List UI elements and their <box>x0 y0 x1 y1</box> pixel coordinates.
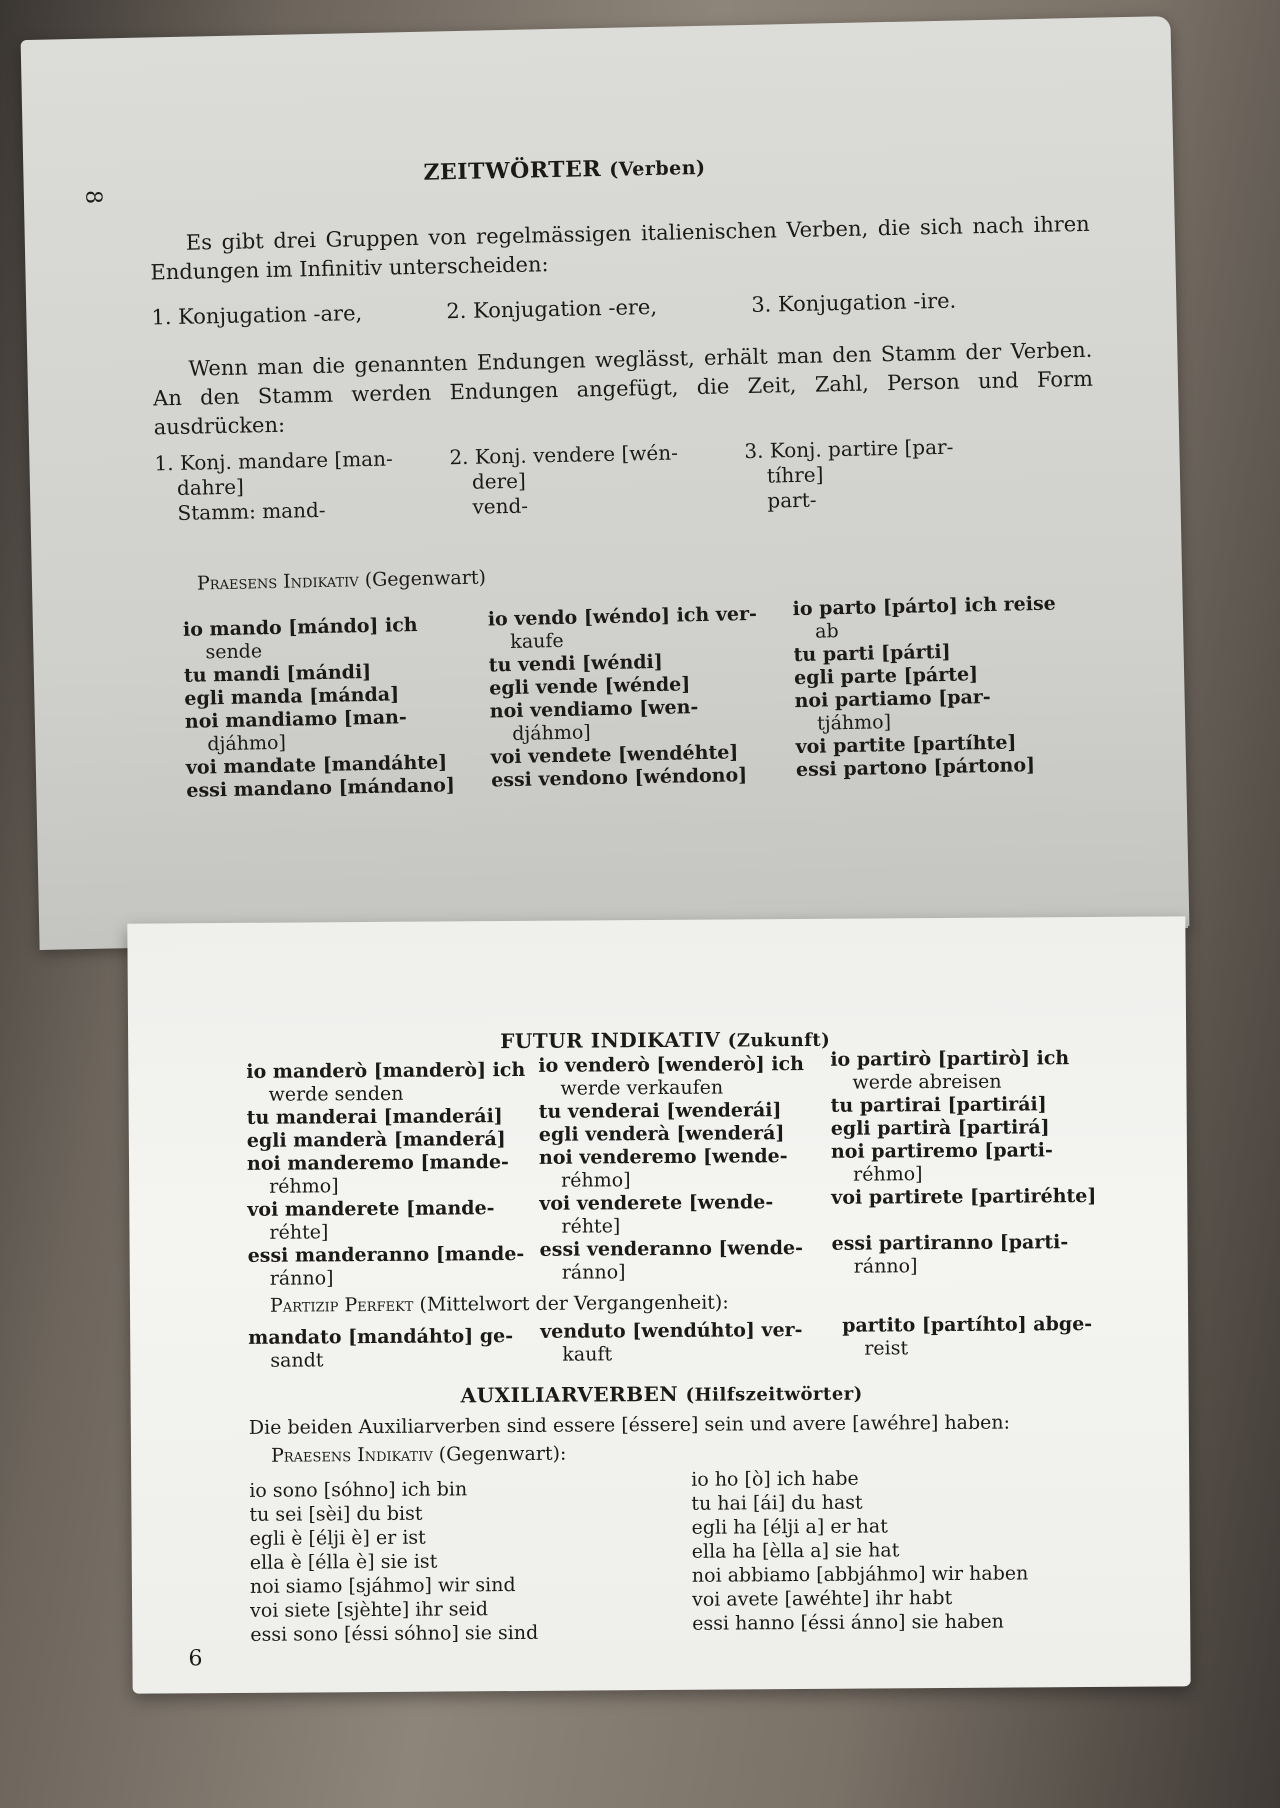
conjugation-2: 2. Konjugation -ere, <box>446 294 658 324</box>
praesens-vendere: io vendo [wéndo] ich ver- kaufe tu vendi [wéndi] egli vende [wénde] noi vendiamo [wen- djáhmo] voi vendete [wendéhte] essi vendono [wéndono] <box>487 602 758 792</box>
avere-conjugation: io ho [ò] ich habe tu hai [ái] du hast egli ha [élji a] er hat ella ha [èlla a] sie hat noi abbiamo [abbjáhmo] wir haben voi avete [awéhte] ihr habt essi hanno [éssi ánno] sie haben <box>691 1467 1029 1635</box>
partizip-partire: partito [partíhto] abge- reist <box>842 1312 1093 1360</box>
futur-vendere: io venderò [wenderò] ich werde verkaufen tu venderai [wenderái] egli venderà [wenderá] noi venderemo [wende- réhmo] voi venderete [wende- réhte] essi venderanno [wende- ránno] <box>538 1052 805 1284</box>
example-2: 2. Konj. vendere [wén- dere] vend- <box>449 440 679 519</box>
page-9 <box>127 916 1190 1693</box>
essere-conjugation: io sono [sóhno] ich bin tu sei [sèi] du bist egli è [élji è] er ist ella è [élla è] sie ist noi siamo [sjáhmo] wir sind voi siete [sjèhte] ihr seid essi sono [éssi sóhno] sie sind <box>249 1478 539 1646</box>
example-1: 1. Konj. mandare [man- dahre] Stamm: mand- <box>154 446 393 525</box>
aux-praesens-heading: Praesens Indikativ (Gegenwart): <box>270 1442 567 1467</box>
page-8 <box>21 16 1190 950</box>
page-number: 8 <box>80 189 106 205</box>
page-number: 9 <box>188 1643 203 1669</box>
praesens-partire: io parto [párto] ich reise ab tu parti [párti] egli parte [párte] noi partiamo [par- tjáhmo] voi partite [partíhte] essi partono [pártono] <box>792 592 1057 782</box>
conjugation-1: 1. Konjugation -are, <box>151 301 363 330</box>
partizip-vendere: venduto [wendúhto] ver- kauft <box>540 1318 803 1366</box>
example-3: 3. Konj. partire [par- tíhre] part- <box>744 434 954 513</box>
partizip-heading: Partizip Perfekt (Mittelwort der Vergangenheit): <box>269 1291 729 1317</box>
praesens-mandare: io mando [mándo] ich sende tu mandi [mándi] egli manda [mánda] noi mandiamo [man- djáhmo] voi mandate [mandáhte] essi mandano [mándano] <box>182 613 456 802</box>
section-title: ZEITWÖRTER (Verben) <box>423 156 706 186</box>
futur-heading: FUTUR INDIKATIV (Zukunft) <box>500 1027 831 1054</box>
aux-heading: AUXILIARVERBEN (Hilfszeitwörter) <box>460 1381 863 1408</box>
intro-paragraph: Es gibt drei Gruppen von regelmässigen italienischen Verben, die sich nach ihren Endungen im Infinitiv unterscheiden: <box>150 211 1090 285</box>
conjugation-3: 3. Konjugation -ire. <box>751 288 957 317</box>
partizip-mandare: mandato [mandáhto] ge- sandt <box>248 1325 514 1372</box>
stem-paragraph: Wenn man die genannten Endungen weglässt, erhält man den Stamm der Verben. An den Stamm werden Endungen angefügt, die Zeit, Zahl, Person und Form ausdrücken: <box>152 337 1094 440</box>
praesens-heading: Praesens Indikativ (Gegenwart) <box>196 566 487 595</box>
futur-mandare: io manderò [manderò] ich werde senden tu manderai [manderái] egli manderà [manderá] noi manderemo [mande- réhmo] voi manderete [mande- réhte] essi manderanno [mande- ránno] <box>246 1058 526 1290</box>
aux-intro: Die beiden Auxiliarverben sind essere [éssere] sein und avere [awéhre] haben: <box>248 1411 1011 1439</box>
futur-partire: io partirò [partirò] ich werde abreisen tu partirai [partirái] egli partirà [partirá] noi partiremo [parti- réhmo] voi partirete [partiréhte] essi partiranno [parti- ránno] <box>830 1047 1097 1278</box>
